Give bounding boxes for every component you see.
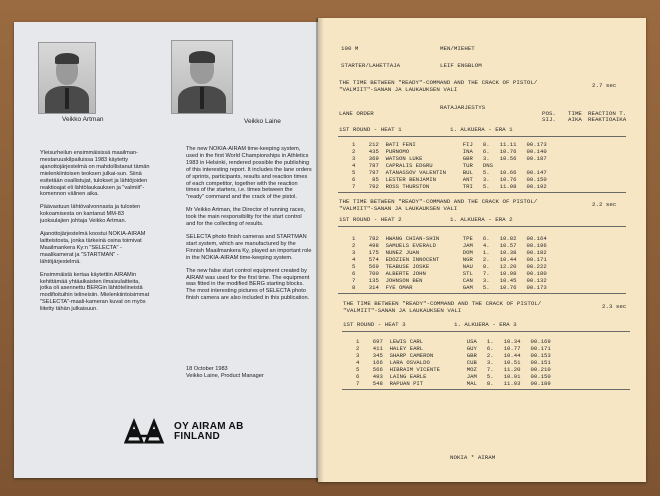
- portrait-photo-artman: [38, 42, 96, 114]
- signature-line: Veikko Laine, Product Manager: [186, 372, 264, 379]
- pos-header: POS.: [542, 110, 556, 117]
- event-title: 100 M: [341, 45, 359, 52]
- table-rule: [338, 226, 626, 227]
- reaction-header: REACTION T.: [588, 110, 627, 117]
- table-row: 2 498 SAMUELS EVERALD JAM 4. 10.57 00.196: [352, 242, 547, 249]
- finnish-paragraph: Ajanottojärjestelmä koostui NOKIA-AIRAM laitteistosta, jonka tärkeinä osina toimivat Maailmankera Ky:n "SELECTA" -maalikamerat ja "STARTMAN" -lähtöjärjestelmä.: [40, 231, 146, 265]
- table-row: 6 700 ALBERTE JOHN STL 7. 10.98 00.180: [352, 270, 547, 277]
- table-rule: [338, 192, 626, 193]
- reaction-note-line: THE TIME BETWEEN "READY"-COMMAND AND THE CRACK OF PISTOL/: [339, 198, 538, 205]
- table-rule: [338, 293, 626, 294]
- ratajarjestys-header: RATAJARJESTYS: [440, 104, 486, 111]
- table-row: 7 548 RAPUAN PIT MAL 8. 11.03 00.189: [356, 380, 551, 387]
- table-row: 5 569 TEABUSE JOSKE NAU 8. 12.20 00.222: [352, 263, 547, 270]
- english-paragraph: The new false start control equipment created by AIRAM was used for the first time. The equipment was fitted in the modified BERG starting blocks. The most interesting pictures of SELECTA photo finish camera are also included in this publication.: [186, 267, 310, 302]
- finnish-paragraph: Yleisurheilun ensimmäisissä maailman-mestaruuskilpailuissa 1983 käytetty ajanottojärjestelmä on mahdollistanut tämän mielenkiintoisen teoksen julkai-sun. Siinä esitetään osallistujat, tulokset ja lähtöjoiden reaktioajat eli lähtölaukauksen ja "valmiit"-komennon välinen aika.: [40, 150, 150, 198]
- lane-order-header: LANE ORDER: [339, 110, 374, 117]
- english-paragraph: Mr Veikko Artman, the Director of running races, took the main responsibility for the start control and for the collecting of results.: [186, 207, 306, 228]
- table-row: 1 212 BATI FENI FIJ 8. 11.11 00.173: [352, 141, 547, 148]
- table-row: 6 85 LESTER BENJAMIN ANT 3. 10.76 00.150: [352, 176, 547, 183]
- round-heading: 1ST ROUND - HEAT 1: [339, 126, 402, 133]
- finnish-paragraph: Päävastuun lähtövalvonnasta ja tulosten kokoamisesta on kantanut MM-83 juoksulajien johtaja Veikko Artman.: [40, 204, 141, 225]
- page-footer: NOKIA * AIRAM: [450, 454, 496, 461]
- round-heading: 1ST ROUND - HEAT 3: [343, 321, 406, 328]
- table-row: 3 345 SHARP CAMERON GBR 2. 10.44 00.153: [356, 352, 551, 359]
- airam-logo-icon: [124, 416, 168, 446]
- aika-header: AIKA: [568, 116, 582, 123]
- starter-reaction-value: 2.3 sec: [602, 303, 627, 310]
- logo-line-1: OY AIRAM AB: [174, 421, 244, 432]
- logo-line-2: FINLAND: [174, 431, 220, 442]
- time-header: TIME: [568, 110, 582, 117]
- english-paragraph: The new NOKIA-AIRAM time-keeping system, used in the first World Championships in Athletics 1983 in Helsinki, rendered possible the publishing of this interesting report. It includes the lane orders of sprints, participants, results and reaction times of each competitor, together with the reaction times of the starters, i.e. times between the "ready" command and the crack of the pistol.: [186, 146, 312, 201]
- table-row: 4 166 LARA OSVALDO CUB 3. 10.51 00.151: [356, 359, 551, 366]
- table-row: 4 787 CAPRALIS EDGRU TUR DNS: [352, 162, 493, 169]
- reaction-note-line: "VALMIIT"-SANAN JA LAUKAUKSEN VALI: [339, 86, 458, 93]
- event-gender: MEN/MIEHET: [440, 45, 475, 52]
- round-heading-fi: 1. ALKUERA - ERA 1: [450, 126, 513, 133]
- company-logo-text: [174, 422, 244, 442]
- reaction-note-line: "VALMIIT"-SANAN JA LAUKAUKSEN VALI: [339, 205, 458, 212]
- reaction-note-line: THE TIME BETWEEN "READY"-COMMAND AND THE CRACK OF PISTOL/: [343, 300, 542, 307]
- round-heading-fi: 1. ALKUERA - ERA 3: [454, 321, 517, 328]
- table-row: 3 369 WATSON LUKE GBR 3. 10.56 00.187: [352, 155, 547, 162]
- starter-reaction-value: 2.7 sec: [592, 82, 617, 89]
- table-row: 7 792 ROSS THURSTON TRI 5. 11.08 00.192: [352, 183, 547, 190]
- english-paragraph: SELECTA photo finish cameras and STARTMAN start system, which are manufactured by the Finnish Maailmankera Ky, played an important role in the NOKIA-AIRAM time-keeping system.: [186, 233, 312, 261]
- signature-block: [186, 366, 306, 380]
- table-row: 7 135 JOHNSON BEN CAN 3. 10.45 00.132: [352, 277, 547, 284]
- table-rule: [342, 331, 630, 332]
- photo-caption-artman: Veikko Artman: [62, 116, 104, 123]
- reaction-note-line: "VALMIIT"-SANAN JA LAUKAUKSEN VALI: [343, 307, 462, 314]
- date-line: 18 October 1983: [186, 366, 228, 372]
- reaction-note-line: THE TIME BETWEEN "READY"-COMMAND AND THE CRACK OF PISTOL/: [339, 79, 538, 86]
- table-row: 5 566 HIBRAIM VICENTE MOZ 7. 11.20 00.210: [356, 366, 551, 373]
- table-rule: [342, 389, 630, 390]
- table-row: 6 493 LAING EARLE JAM 5. 10.91 00.150: [356, 373, 551, 380]
- finnish-paragraph: Ensimmäistä kertaa käytettiin AIRAMin kehittämää yhtäaikaisten ilmaisulaitteita, jotka oli asennettu BERGin lähtötelineistä modifioituihin telineisiin. Mielenkiintoisimmat "SELECTA"-maali-kameran kuvat on myös liitetty tähän julkaisuun.: [40, 271, 150, 313]
- table-row: 2 435 PURNOMO INA 6. 10.76 00.140: [352, 148, 547, 155]
- table-row: 1 697 LEWIS CARL USA 1. 10.34 00.169: [356, 338, 551, 345]
- photo-caption-laine: Veikko Laine: [244, 118, 281, 125]
- page-spine: [316, 18, 324, 482]
- table-row: 4 574 EDOZIEN INNOCENT NGR 2. 10.44 00.171: [352, 256, 547, 263]
- left-page: [14, 22, 330, 478]
- portrait-photo-laine: [171, 40, 233, 114]
- sij-header: SIJ.: [542, 116, 556, 123]
- english-text-column: [186, 146, 312, 308]
- starter-reaction-value: 2.2 sec: [592, 201, 617, 208]
- table-row: 1 782 HWANG CHIAN-SHIN TPE 6. 10.82 00.164: [352, 235, 547, 242]
- round-heading-fi: 1. ALKUERA - ERA 2: [450, 216, 513, 223]
- starter-label: STARTER/LAHETTAJA: [341, 62, 401, 69]
- finnish-text-column: [40, 150, 150, 319]
- table-row: 2 411 HALEY EARL GUY 6. 10.77 00.171: [356, 345, 551, 352]
- round-heading: 1ST ROUND - HEAT 2: [339, 216, 402, 223]
- reaktio-header: REAKTIOAIKA: [588, 116, 627, 123]
- table-rule: [338, 136, 626, 137]
- starter-name: LEIF ENGBLOM: [440, 62, 482, 69]
- table-row: 5 797 ATANASSOV VALENTIN BUL 5. 10.66 00.147: [352, 169, 547, 176]
- table-row: 3 175 NUNEZ JUAN DOM 1. 10.38 00.182: [352, 249, 547, 256]
- table-row: 8 314 FYE OMAR GAM 5. 10.76 00.173: [352, 284, 547, 291]
